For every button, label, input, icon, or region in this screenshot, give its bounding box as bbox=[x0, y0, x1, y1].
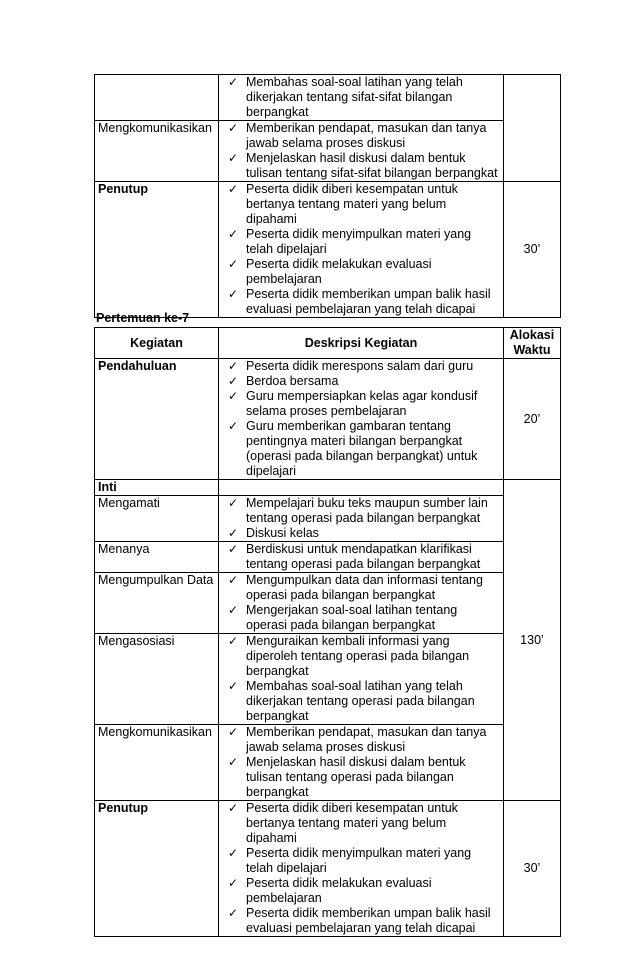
list-item: ✓ Peserta didik merespons salam dari guru bbox=[228, 359, 474, 373]
activity-list bbox=[222, 75, 500, 120]
description-cell bbox=[219, 801, 504, 937]
allocation-cell: 30’ bbox=[504, 801, 561, 937]
list-item: ✓ Guru mempersiapkan kelas agar kondusif selama proses pembelajaran bbox=[228, 389, 478, 418]
checkmark-icon: ✓ bbox=[228, 679, 239, 693]
checkmark-icon: ✓ bbox=[228, 876, 239, 890]
list-item: ✓ Membahas soal-soal latihan yang telah dikerjakan tentang sifat-sifat bilangan berpangkat bbox=[228, 75, 463, 119]
checkmark-icon: ✓ bbox=[228, 151, 239, 165]
list-item: ✓ Diskusi kelas bbox=[228, 526, 319, 540]
list-item: ✓ Mengumpulkan data dan informasi tentang operasi pada bilangan berpangkat bbox=[228, 573, 483, 602]
table-row bbox=[95, 725, 561, 801]
list-item: ✓ Berdiskusi untuk mendapatkan klarifikasi tentang operasi pada bilangan berpangkat bbox=[228, 542, 481, 571]
table-row bbox=[95, 121, 561, 182]
activity-list bbox=[222, 634, 500, 724]
checkmark-icon: ✓ bbox=[228, 755, 239, 769]
stage-cell: Penutup bbox=[95, 801, 219, 937]
checkmark-icon: ✓ bbox=[228, 725, 239, 739]
list-item: ✓ Peserta didik menyimpulkan materi yang telah dipelajari bbox=[228, 846, 472, 875]
checkmark-icon: ✓ bbox=[228, 603, 239, 617]
list-item: ✓ Peserta didik diberi kesempatan untuk bertanya tentang materi yang belum dipahami bbox=[228, 801, 458, 845]
checkmark-icon: ✓ bbox=[228, 801, 239, 815]
stage-cell: Menanya bbox=[95, 542, 219, 573]
description-cell bbox=[219, 573, 504, 634]
checkmark-icon: ✓ bbox=[228, 257, 239, 271]
activity-list bbox=[222, 121, 500, 181]
checkmark-icon: ✓ bbox=[228, 526, 239, 540]
table-row bbox=[95, 182, 561, 318]
stage-cell: Mengasosiasi bbox=[95, 634, 219, 725]
checkmark-icon: ✓ bbox=[228, 573, 239, 587]
header-allocation: Alokasi Waktu bbox=[504, 328, 561, 359]
list-item: ✓ Peserta didik menyimpulkan materi yang telah dipelajari bbox=[228, 227, 472, 256]
allocation-cell: 130’ bbox=[504, 480, 561, 801]
description-cell bbox=[219, 480, 504, 496]
table-row bbox=[95, 634, 561, 725]
stage-cell: Inti bbox=[95, 480, 219, 496]
description-cell bbox=[219, 359, 504, 480]
list-item: ✓ Guru memberikan gambaran tentang pentingnya materi bilangan berpangkat (operasi pada bilangan berpangkat) untuk dipelajari bbox=[228, 419, 478, 478]
activity-list bbox=[222, 542, 500, 572]
activity-list bbox=[222, 573, 500, 633]
list-item: ✓ Berdoa bersama bbox=[228, 374, 339, 388]
description-cell bbox=[219, 542, 504, 573]
stage-cell: Mengamati bbox=[95, 496, 219, 542]
list-item: ✓ Mempelajari buku teks maupun sumber lain tentang operasi pada bilangan berpangkat bbox=[228, 496, 488, 525]
checkmark-icon: ✓ bbox=[228, 542, 239, 556]
list-item: ✓ Mengerjakan soal-soal latihan tentang operasi pada bilangan berpangkat bbox=[228, 603, 458, 632]
checkmark-icon: ✓ bbox=[228, 227, 239, 241]
stage-cell: Pendahuluan bbox=[95, 359, 219, 480]
stage-cell: Mengkomunikasikan bbox=[95, 121, 219, 182]
header-activity: Kegiatan bbox=[95, 328, 219, 359]
list-item: ✓ Membahas soal-soal latihan yang telah dikerjakan tentang operasi pada bilangan berpangkat bbox=[228, 679, 475, 723]
header-description: Deskripsi Kegiatan bbox=[219, 328, 504, 359]
table-row bbox=[95, 801, 561, 937]
stage-cell bbox=[95, 75, 219, 121]
list-item: ✓ Memberikan pendapat, masukan dan tanya jawab selama proses diskusi bbox=[228, 121, 487, 150]
stage-cell: Penutup bbox=[95, 182, 219, 318]
meeting-title: Pertemuan ke-7 bbox=[96, 311, 190, 325]
activity-list bbox=[222, 725, 500, 800]
list-item: ✓ Memberikan pendapat, masukan dan tanya jawab selama proses diskusi bbox=[228, 725, 487, 754]
list-item: ✓ Menjelaskan hasil diskusi dalam bentuk tulisan tentang operasi pada bilangan berpangkat bbox=[228, 755, 466, 799]
checkmark-icon: ✓ bbox=[228, 389, 239, 403]
table-row bbox=[95, 496, 561, 542]
list-item: ✓ Peserta didik memberikan umpan balik hasil evaluasi pembelajaran yang telah dicapai bbox=[228, 287, 491, 316]
table-row bbox=[95, 75, 561, 121]
allocation-cell: 30’ bbox=[504, 182, 561, 318]
list-item: ✓ Peserta didik diberi kesempatan untuk bertanya tentang materi yang belum dipahami bbox=[228, 182, 458, 226]
table-header-row bbox=[95, 328, 561, 359]
description-cell bbox=[219, 496, 504, 542]
table-row bbox=[95, 480, 561, 496]
description-cell bbox=[219, 75, 504, 121]
stage-cell: Mengumpulkan Data bbox=[95, 573, 219, 634]
checkmark-icon: ✓ bbox=[228, 906, 239, 920]
table-row bbox=[95, 359, 561, 480]
checkmark-icon: ✓ bbox=[228, 634, 239, 648]
list-item: ✓ Menjelaskan hasil diskusi dalam bentuk tulisan tentang sifat-sifat bilangan berpangkat bbox=[228, 151, 498, 180]
description-cell bbox=[219, 634, 504, 725]
lesson-table bbox=[94, 327, 561, 937]
stage-cell: Mengkomunikasikan bbox=[95, 725, 219, 801]
checkmark-icon: ✓ bbox=[228, 846, 239, 860]
description-cell bbox=[219, 182, 504, 318]
checkmark-icon: ✓ bbox=[228, 359, 239, 373]
table-row bbox=[95, 542, 561, 573]
list-item: ✓ Peserta didik melakukan evaluasi pembelajaran bbox=[228, 257, 432, 286]
checkmark-icon: ✓ bbox=[228, 182, 239, 196]
description-cell bbox=[219, 121, 504, 182]
checkmark-icon: ✓ bbox=[228, 75, 239, 89]
list-item: ✓ Peserta didik memberikan umpan balik hasil evaluasi pembelajaran yang telah dicapai bbox=[228, 906, 491, 935]
lesson-table-continued bbox=[94, 74, 561, 318]
table-row bbox=[95, 573, 561, 634]
checkmark-icon: ✓ bbox=[228, 496, 239, 510]
checkmark-icon: ✓ bbox=[228, 374, 239, 388]
description-cell bbox=[219, 725, 504, 801]
list-item: ✓ Peserta didik melakukan evaluasi pembelajaran bbox=[228, 876, 432, 905]
allocation-cell bbox=[504, 75, 561, 182]
activity-list bbox=[222, 359, 500, 479]
checkmark-icon: ✓ bbox=[228, 287, 239, 301]
allocation-cell: 20’ bbox=[504, 359, 561, 480]
activity-list bbox=[222, 496, 500, 541]
list-item: ✓ Menguraikan kembali informasi yang diperoleh tentang operasi pada bilangan berpangkat bbox=[228, 634, 470, 678]
checkmark-icon: ✓ bbox=[228, 419, 239, 433]
checkmark-icon: ✓ bbox=[228, 121, 239, 135]
activity-list bbox=[222, 182, 500, 317]
activity-list bbox=[222, 801, 500, 936]
